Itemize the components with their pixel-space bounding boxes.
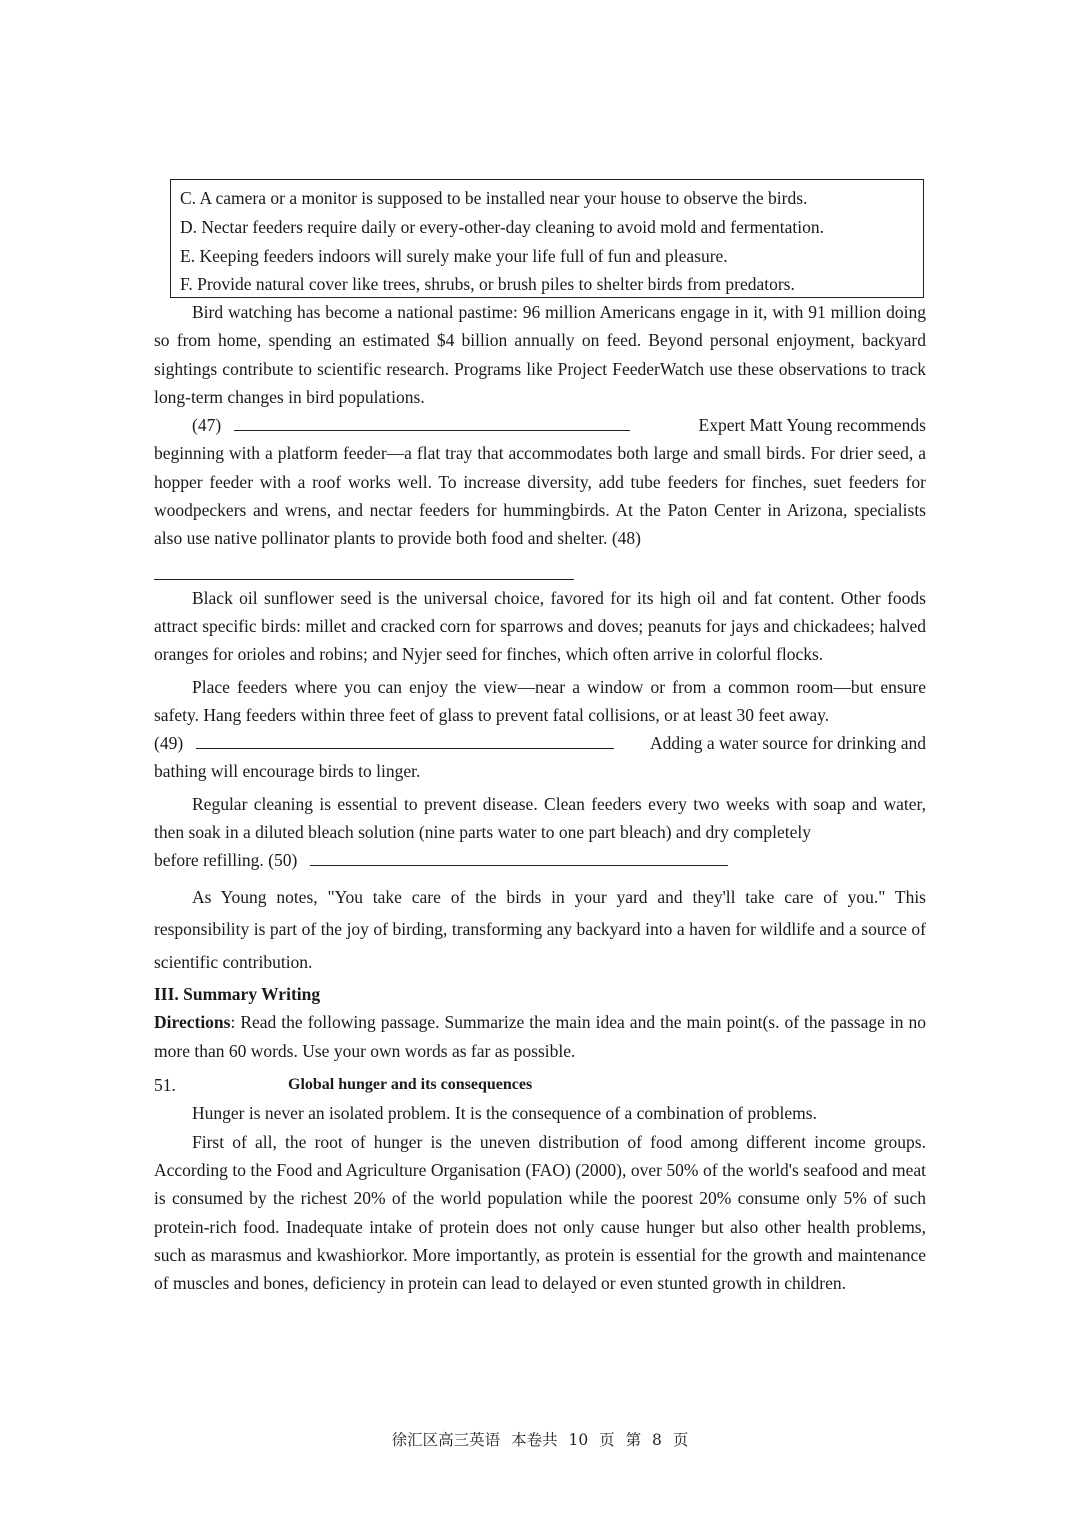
summary-passage-title: Global hunger and its consequences bbox=[288, 1076, 533, 1094]
answer-blank-50[interactable] bbox=[310, 847, 728, 866]
passage-paragraph-4: Place feeders where you can enjoy the view—near a window or from a common room—but ensure safety. Hang feeders within three feet of glass to prevent fatal collisions, or at least 30 feet away. bbox=[154, 676, 926, 725]
options-box bbox=[170, 179, 924, 298]
page-footer: 徐汇区高三英语 本卷共 10 页 第 8 页 bbox=[391, 1431, 689, 1449]
option-e: E. Keeping feeders indoors will surely make your life full of fun and pleasure. bbox=[180, 245, 728, 266]
passage-paragraph-4-end: bathing will encourage birds to linger. bbox=[154, 761, 421, 782]
question-49-line bbox=[154, 729, 926, 757]
summary-paragraph-1: Hunger is never an isolated problem. It is the consequence of a combination of problems. bbox=[192, 1103, 817, 1124]
option-f: F. Provide natural cover like trees, shrubs, or brush piles to shelter birds from predators. bbox=[180, 274, 795, 295]
passage-paragraph-3: Black oil sunflower seed is the universal choice, favored for its high oil and fat content. Other foods attract specific birds: millet and cracked corn for sparrows and doves; peanuts for jays and chickadees; halved oranges for orioles and robins; and Nyjer seed for finches, which often arrive in colorful flocks. bbox=[154, 587, 926, 665]
question-49-after: Adding a water source for drinking and bbox=[649, 733, 926, 754]
option-d: D. Nectar feeders require daily or every-other-day cleaning to avoid mold and fermentation. bbox=[180, 216, 824, 237]
directions-text: : Read the following passage. Summarize the main idea and the main point(s. of the passage in no more than 60 words. Use your own words as far as possible. bbox=[154, 1012, 926, 1061]
passage-paragraph-2: beginning with a platform feeder—a flat tray that accommodates both large and small birds. For drier seed, a hopper feeder with a roof works well. To increase diversity, add tube feeders for finches, suet feeders for woodpeckers and wrens, and nectar feeders for hummingbirds. At the Paton Center in Arizona, specialists also use native pollinator plants to provide both food and shelter. (48) bbox=[154, 443, 926, 549]
question-number: 51. bbox=[154, 1075, 176, 1096]
question-47-line bbox=[154, 411, 926, 439]
summary-paragraph-2: First of all, the root of hunger is the uneven distribution of food among different income groups. According to the Food and Agriculture Organisation (FAO) (2000), over 50% of the world's seafood and meat is consumed by the richest 20% of the world population while the poorest 20% consume only 5% of such protein-rich food. Inadequate intake of protein does not only cause hunger but also other health problems, such as marasmus and kwashiorkor. More importantly, as protein is essential for the growth and maintenance of muscles and bones, deficiency in protein can lead to delayed or even stunted growth in children. bbox=[154, 1131, 926, 1294]
option-c: C. A camera or a monitor is supposed to be installed near your house to observe the birds. bbox=[180, 188, 808, 208]
answer-blank-47[interactable] bbox=[234, 412, 630, 431]
answer-blank-48[interactable] bbox=[154, 553, 574, 580]
question-47-after: Expert Matt Young recommends bbox=[698, 415, 926, 436]
question-49-label: (49) bbox=[154, 733, 184, 754]
passage-paragraph-1: Bird watching has become a national pastime: 96 million Americans engage in it, with 91 million doing so from home, spending an estimated $4 billion annually on feed. Beyond personal enjoyment, backyard sightings contribute to scientific research. Programs like Project FeederWatch use these observations to track long-term changes in bird populations. bbox=[154, 302, 926, 407]
passage-paragraph-5: Regular cleaning is essential to prevent disease. Clean feeders every two weeks with soap and water, then soak in a diluted bleach solution (nine parts water to one part bleach) and dry completely bbox=[154, 793, 926, 843]
answer-blank-49[interactable] bbox=[196, 730, 614, 749]
question-51-title bbox=[154, 1071, 926, 1099]
passage-paragraph-6: As Young notes, "You take care of the birds in your yard and they'll take care of you." This responsibility is part of the joy of birding, transforming any backyard into a haven for wildlife and a source of scientific contribution. bbox=[154, 886, 926, 972]
question-50-line bbox=[154, 846, 926, 874]
question-47-label: (47) bbox=[192, 415, 222, 436]
directions bbox=[154, 1008, 926, 1065]
section-heading: III. Summary Writing bbox=[154, 984, 321, 1005]
directions-label: Directions bbox=[154, 1012, 231, 1033]
exam-page bbox=[154, 179, 926, 1297]
question-50-prefix: before refilling. (50) bbox=[154, 850, 298, 871]
